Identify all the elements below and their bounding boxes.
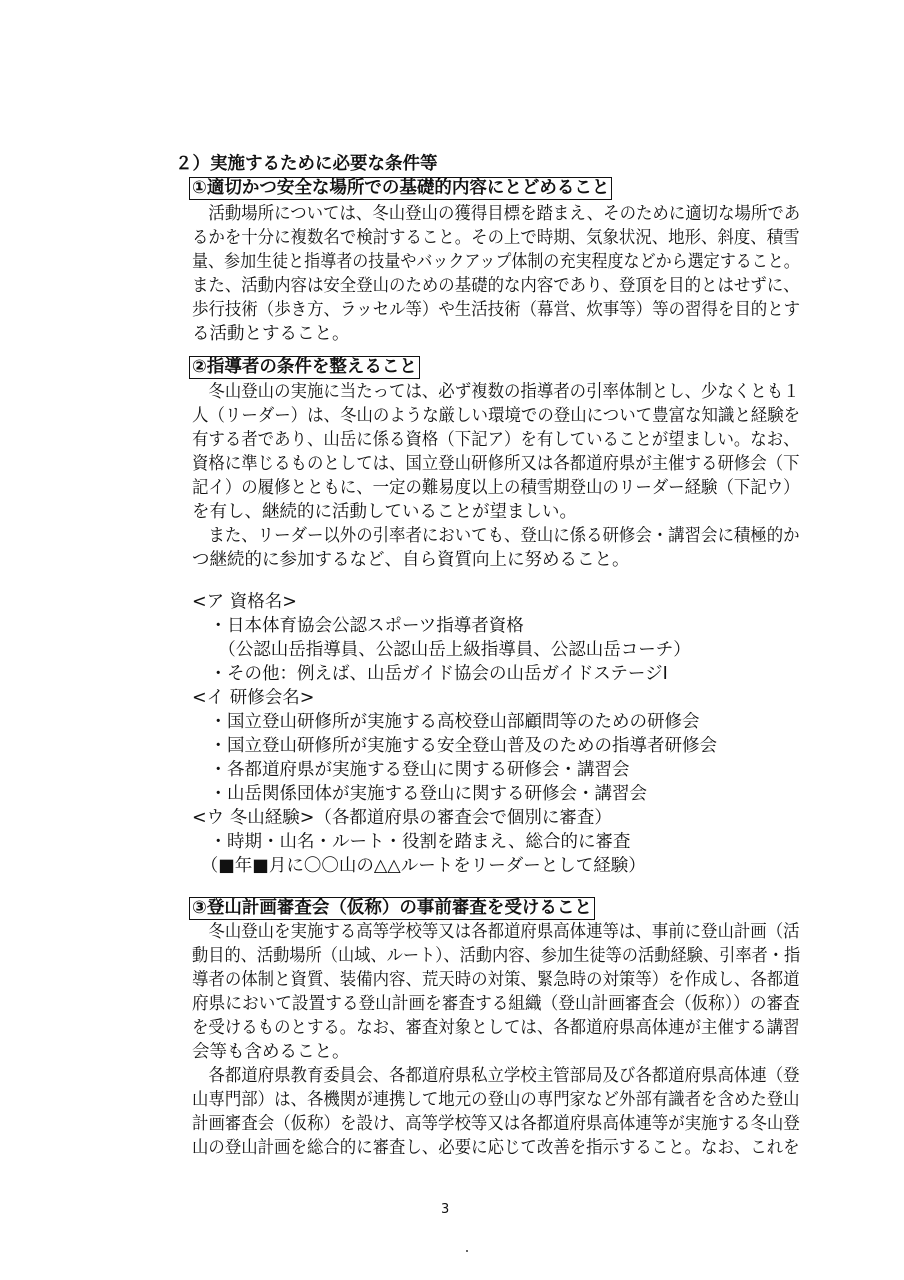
paragraph-line: 歩行技術（歩き方、ラッセル等）や生活技術（幕営、炊事等）等の習得を目的とす	[192, 300, 801, 320]
paragraph-line: 人（リーダー）は、冬山のような厳しい環境での登山について豊富な知識と経験を	[192, 406, 801, 426]
list-item: <ウ 冬山経験>（各都道府県の審査会で個別に審査）	[192, 808, 612, 828]
paragraph-line: また、活動内容は安全登山のための基礎的な内容であり、登頂を目的とはせずに、	[192, 276, 800, 296]
list-item: <ア 資格名>	[192, 592, 297, 612]
section-heading: ２）実施するために必要な条件等	[175, 154, 438, 174]
paragraph-line: 会等も含めること。	[192, 1042, 350, 1062]
list-item: ・その他：例えば、山岳ガイド協会の山岳ガイドステージⅠ	[192, 664, 668, 684]
paragraph-line: るかを十分に複数名で検討すること。その上で時期、気象状況、地形、斜度、積雪	[192, 228, 800, 248]
paragraph-line: を受けるものとする。なお、審査対象としては、各都道府県高体連が主催する講習	[192, 1018, 800, 1038]
paragraph-line: 山の登山計画を総合的に審査し、必要に応じて改善を指示すること。なお、これを	[192, 1138, 800, 1158]
subsection-title-2: ②指導者の条件を整えること	[192, 355, 420, 379]
list-item: ・各都道府県が実施する登山に関する研修会・講習会	[192, 760, 630, 780]
paragraph-line: 量、参加生徒と指導者の技量やバックアップ体制の充実程度などから選定すること。	[192, 252, 800, 272]
paragraph-line: 記イ）の履修とともに、一定の難易度以上の積雪期登山のリーダー経験（下記ウ）	[192, 478, 800, 498]
paragraph-line: 各都道府県教育委員会、各都道府県私立学校主管部局及び各都道府県高体連（登	[192, 1066, 800, 1086]
subsection-title-1: ①適切かつ安全な場所での基礎的内容にとどめること	[192, 176, 612, 200]
paragraph-line: 動目的、活動場所（山域、ルート）、活動内容、参加生徒等の活動経験、引率者・指	[192, 946, 801, 966]
paragraph-line: 有する者であり、山岳に係る資格（下記ア）を有していることが望ましい。なお、	[192, 430, 800, 450]
list-item: ・国立登山研修所が実施する安全登山普及のための指導者研修会	[192, 736, 717, 756]
paragraph-line: 山専門部）は、各機関が連携して地元の登山の専門家など外部有識者を含めた登山	[192, 1090, 800, 1110]
list-item: ・山岳関係団体が実施する登山に関する研修会・講習会	[192, 784, 647, 804]
paragraph-line: る活動とすること。	[192, 324, 350, 344]
paragraph-line: 冬山登山の実施に当たっては、必ず複数の指導者の引率体制とし、少なくとも１	[192, 382, 800, 402]
paragraph-line: また、リーダー以外の引率者においても、登山に係る研修会・講習会に積極的か	[192, 526, 800, 546]
paragraph-line: 活動場所については、冬山登山の獲得目標を踏まえ、そのために適切な場所であ	[192, 204, 801, 224]
list-item: <イ 研修会名>	[192, 688, 315, 708]
list-item: ・日本体育協会公認スポーツ指導者資格	[192, 616, 524, 636]
page-number: 3	[441, 1202, 450, 1217]
paragraph-line: 冬山登山を実施する高等学校等又は各都道府県高体連等は、事前に登山計画（活	[192, 922, 800, 942]
subsection-title-3: ③登山計画審査会（仮称）の事前審査を受けること	[192, 896, 595, 920]
list-item: （公認山岳指導員、公認山岳上級指導員、公認山岳コーチ）	[192, 640, 691, 660]
scan-speck	[466, 1250, 468, 1252]
paragraph-line: 導者の体制と資質、装備内容、荒天時の対策、緊急時の対策等）を作成し、各都道	[192, 970, 800, 990]
paragraph-line: 府県において設置する登山計画を審査する組織（登山計画審査会（仮称））の審査	[192, 994, 800, 1014]
list-item: ・時期・山名・ルート・役割を踏まえ、総合的に審査	[192, 832, 631, 852]
list-item: ・国立登山研修所が実施する高校登山部顧問等のための研修会	[192, 712, 700, 732]
paragraph-line: つ継続的に参加するなど、自ら資質向上に努めること。	[192, 550, 630, 570]
paragraph-line: 資格に準じるものとしては、国立登山研修所又は各都道府県が主催する研修会（下	[192, 454, 800, 474]
paragraph-line: を有し、継続的に活動していることが望ましい。	[192, 502, 577, 522]
paragraph-line: 計画審査会（仮称）を設け、高等学校等又は各都道府県高体連等が実施する冬山登	[192, 1114, 800, 1134]
list-item: （■年■月に〇〇山の△△ルートをリーダーとして経験）	[192, 856, 646, 876]
